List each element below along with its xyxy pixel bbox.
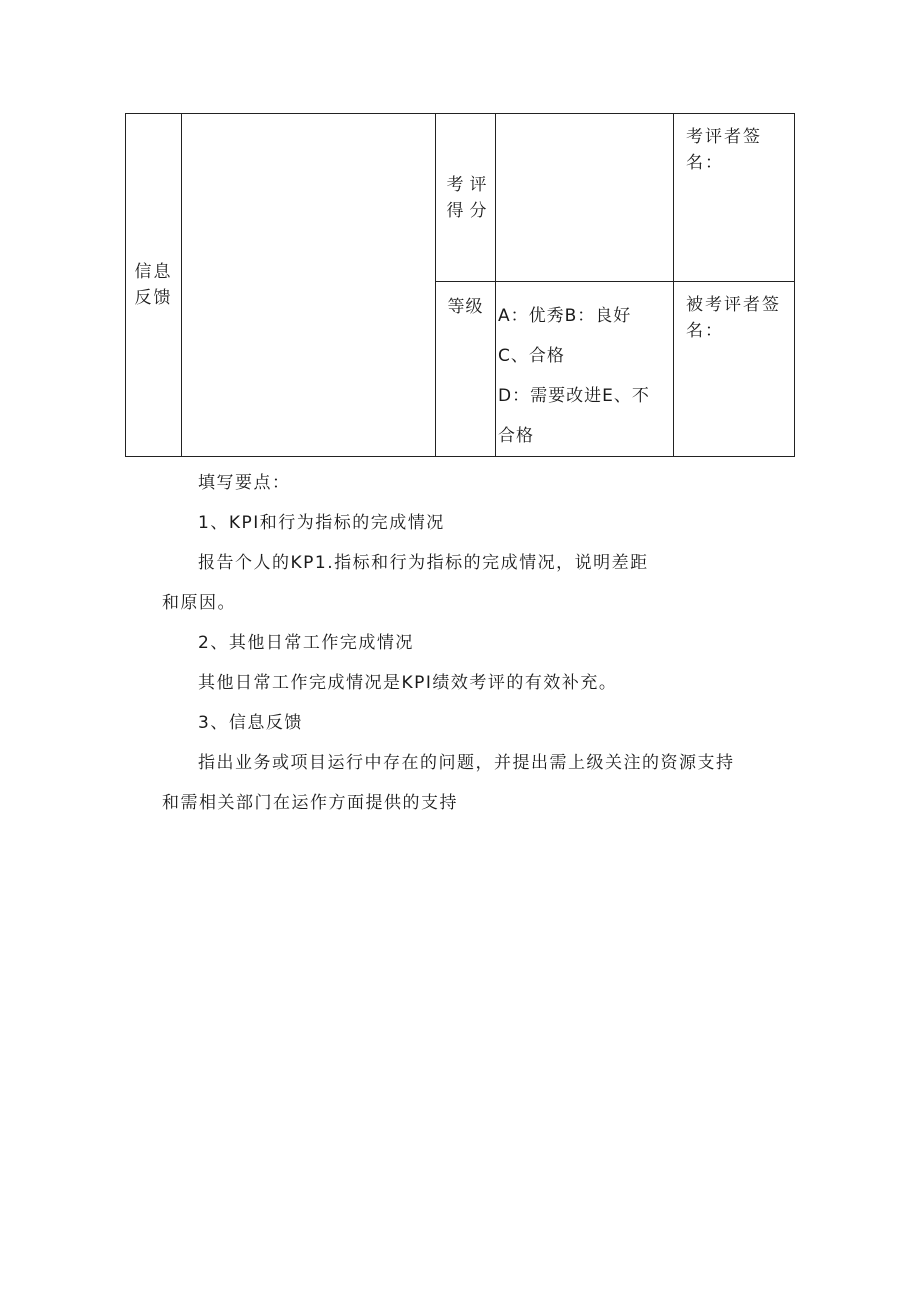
note-item-1-body-continued: 和原因。	[162, 593, 236, 613]
note-item-2-title: 2、其他日常工作完成情况	[198, 633, 414, 653]
score-value-cell	[496, 114, 674, 282]
grade-option-line: C、合格	[498, 346, 565, 366]
score-label-cell	[436, 114, 496, 282]
grade-option-line: D：需要改进E、不	[498, 386, 650, 406]
evaluator-signature-label: 考评者签名：	[686, 127, 762, 173]
filling-notes	[162, 463, 802, 823]
feedback-label-cell	[126, 114, 182, 457]
note-item-3-title: 3、信息反馈	[198, 713, 303, 733]
note-item-3-body: 指出业务或项目运行中存在的问题，并提出需上级关注的资源支持	[198, 753, 735, 773]
grade-options-cell	[496, 282, 674, 457]
evaluatee-signature-label: 被考评者签名：	[686, 295, 781, 341]
score-label: 考评得分	[446, 174, 493, 221]
feedback-content-cell	[182, 114, 436, 457]
evaluation-form-table	[125, 113, 795, 457]
feedback-label: 信息反馈	[134, 262, 173, 308]
grade-option-line: 合格	[498, 426, 534, 446]
grade-label: 等级	[447, 297, 484, 317]
grade-option-line: A：优秀B：良好	[498, 306, 632, 326]
notes-heading: 填写要点：	[198, 473, 291, 493]
note-item-2-body: 其他日常工作完成情况是KPI绩效考评的有效补充。	[198, 673, 618, 693]
evaluator-signature-cell	[674, 114, 795, 282]
note-item-3-body-continued: 和需相关部门在运作方面提供的支持	[162, 793, 458, 813]
note-item-1-body: 报告个人的KP1.指标和行为指标的完成情况，说明差距	[198, 553, 649, 573]
evaluatee-signature-cell	[674, 282, 795, 457]
note-item-1-title: 1、KPI和行为指标的完成情况	[198, 513, 445, 533]
grade-label-cell	[436, 282, 496, 457]
